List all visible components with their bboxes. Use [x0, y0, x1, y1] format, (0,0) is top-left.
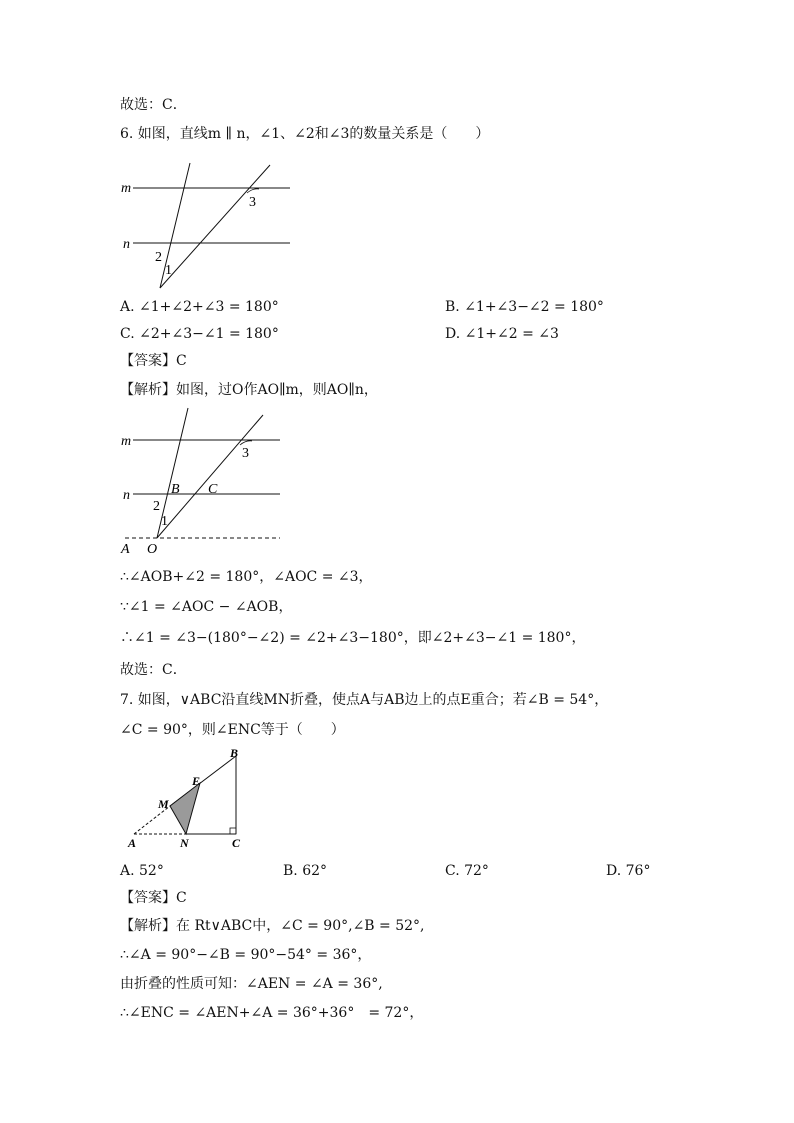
- right-angle-mark: [230, 828, 236, 834]
- q7-option-d: D. 76°: [606, 863, 651, 879]
- label-angle-3: 3: [242, 446, 249, 461]
- label-m: m: [121, 181, 132, 196]
- q6-option-a: A. ∠1+∠2+∠3 = 180°: [120, 299, 279, 315]
- answer-6: 【答案】C: [120, 353, 187, 369]
- label-angle-3: 3: [249, 195, 256, 210]
- conclusion-line: 故选：C．: [120, 662, 187, 678]
- q7-option-b: B. 62°: [283, 863, 328, 879]
- step-2: 由折叠的性质可知：∠AEN = ∠A = 36°,: [120, 976, 383, 992]
- label-a: A: [121, 542, 130, 557]
- q6-option-d: D. ∠1+∠2 = ∠3: [445, 326, 559, 342]
- transversal-2: [160, 165, 270, 288]
- step-2: ∵∠1 = ∠AOC − ∠AOB，: [120, 599, 293, 615]
- explanation-7: 【解析】在 Rt∨ABC中，∠C = 90°,∠B = 52°,: [120, 918, 425, 934]
- question-7-line-1: 7. 如图，∨ABC沿直线MN折叠，使点A与AB边上的点E重合；若∠B = 54°，: [120, 692, 609, 708]
- q6-option-b: B. ∠1+∠3−∠2 = 180°: [445, 299, 604, 315]
- step-1: ∴∠AOB+∠2 = 180°，∠AOC = ∠3，: [120, 569, 373, 585]
- question-7-line-2: ∠C = 90°，则∠ENC等于（ ）: [120, 722, 345, 738]
- q6-option-c: C. ∠2+∠3−∠1 = 180°: [120, 326, 279, 342]
- arc-angle-3: [247, 189, 259, 193]
- label-c: C: [232, 836, 241, 850]
- label-n: N: [180, 836, 189, 850]
- figure-q6-solution: [115, 405, 290, 557]
- answer-7: 【答案】C: [120, 890, 187, 906]
- label-n: n: [123, 237, 130, 252]
- label-m: m: [121, 434, 132, 449]
- figure-q7: [120, 744, 255, 852]
- q7-option-a: A. 52°: [120, 863, 164, 879]
- conclusion-line: 故选：C．: [120, 97, 187, 113]
- label-e: E: [192, 774, 201, 788]
- question-6: 6. 如图，直线m ∥ n，∠1、∠2和∠3的数量关系是（ ）: [120, 126, 490, 142]
- label-angle-1: 1: [161, 514, 168, 529]
- label-n: n: [123, 488, 130, 503]
- label-angle-2: 2: [155, 250, 162, 265]
- step-3: ∴∠1 = ∠3−(180°−∠2) = ∠2+∠3−180°，即∠2+∠3−∠1 = 180°，: [120, 630, 586, 646]
- step-1: ∴∠A = 90°−∠B = 90°−54° = 36°，: [120, 947, 372, 963]
- folded-triangle: [170, 783, 200, 834]
- q7-option-c: C. 72°: [445, 863, 489, 879]
- figure-q6: [115, 160, 300, 292]
- step-3: ∴∠ENC = ∠AEN+∠A = 36°+36° = 72°，: [120, 1005, 424, 1021]
- label-o: O: [147, 542, 158, 557]
- transversal-2: [157, 415, 263, 538]
- label-c: C: [208, 482, 218, 497]
- label-angle-2: 2: [153, 499, 160, 514]
- label-b: B: [171, 482, 180, 497]
- label-m: M: [158, 797, 169, 811]
- label-a: A: [128, 836, 137, 850]
- label-b: B: [230, 746, 239, 760]
- arc-angle-3: [240, 441, 252, 445]
- label-angle-1: 1: [165, 263, 172, 278]
- explanation-6: 【解析】如图，过O作AO∥m，则AO∥n，: [120, 382, 378, 398]
